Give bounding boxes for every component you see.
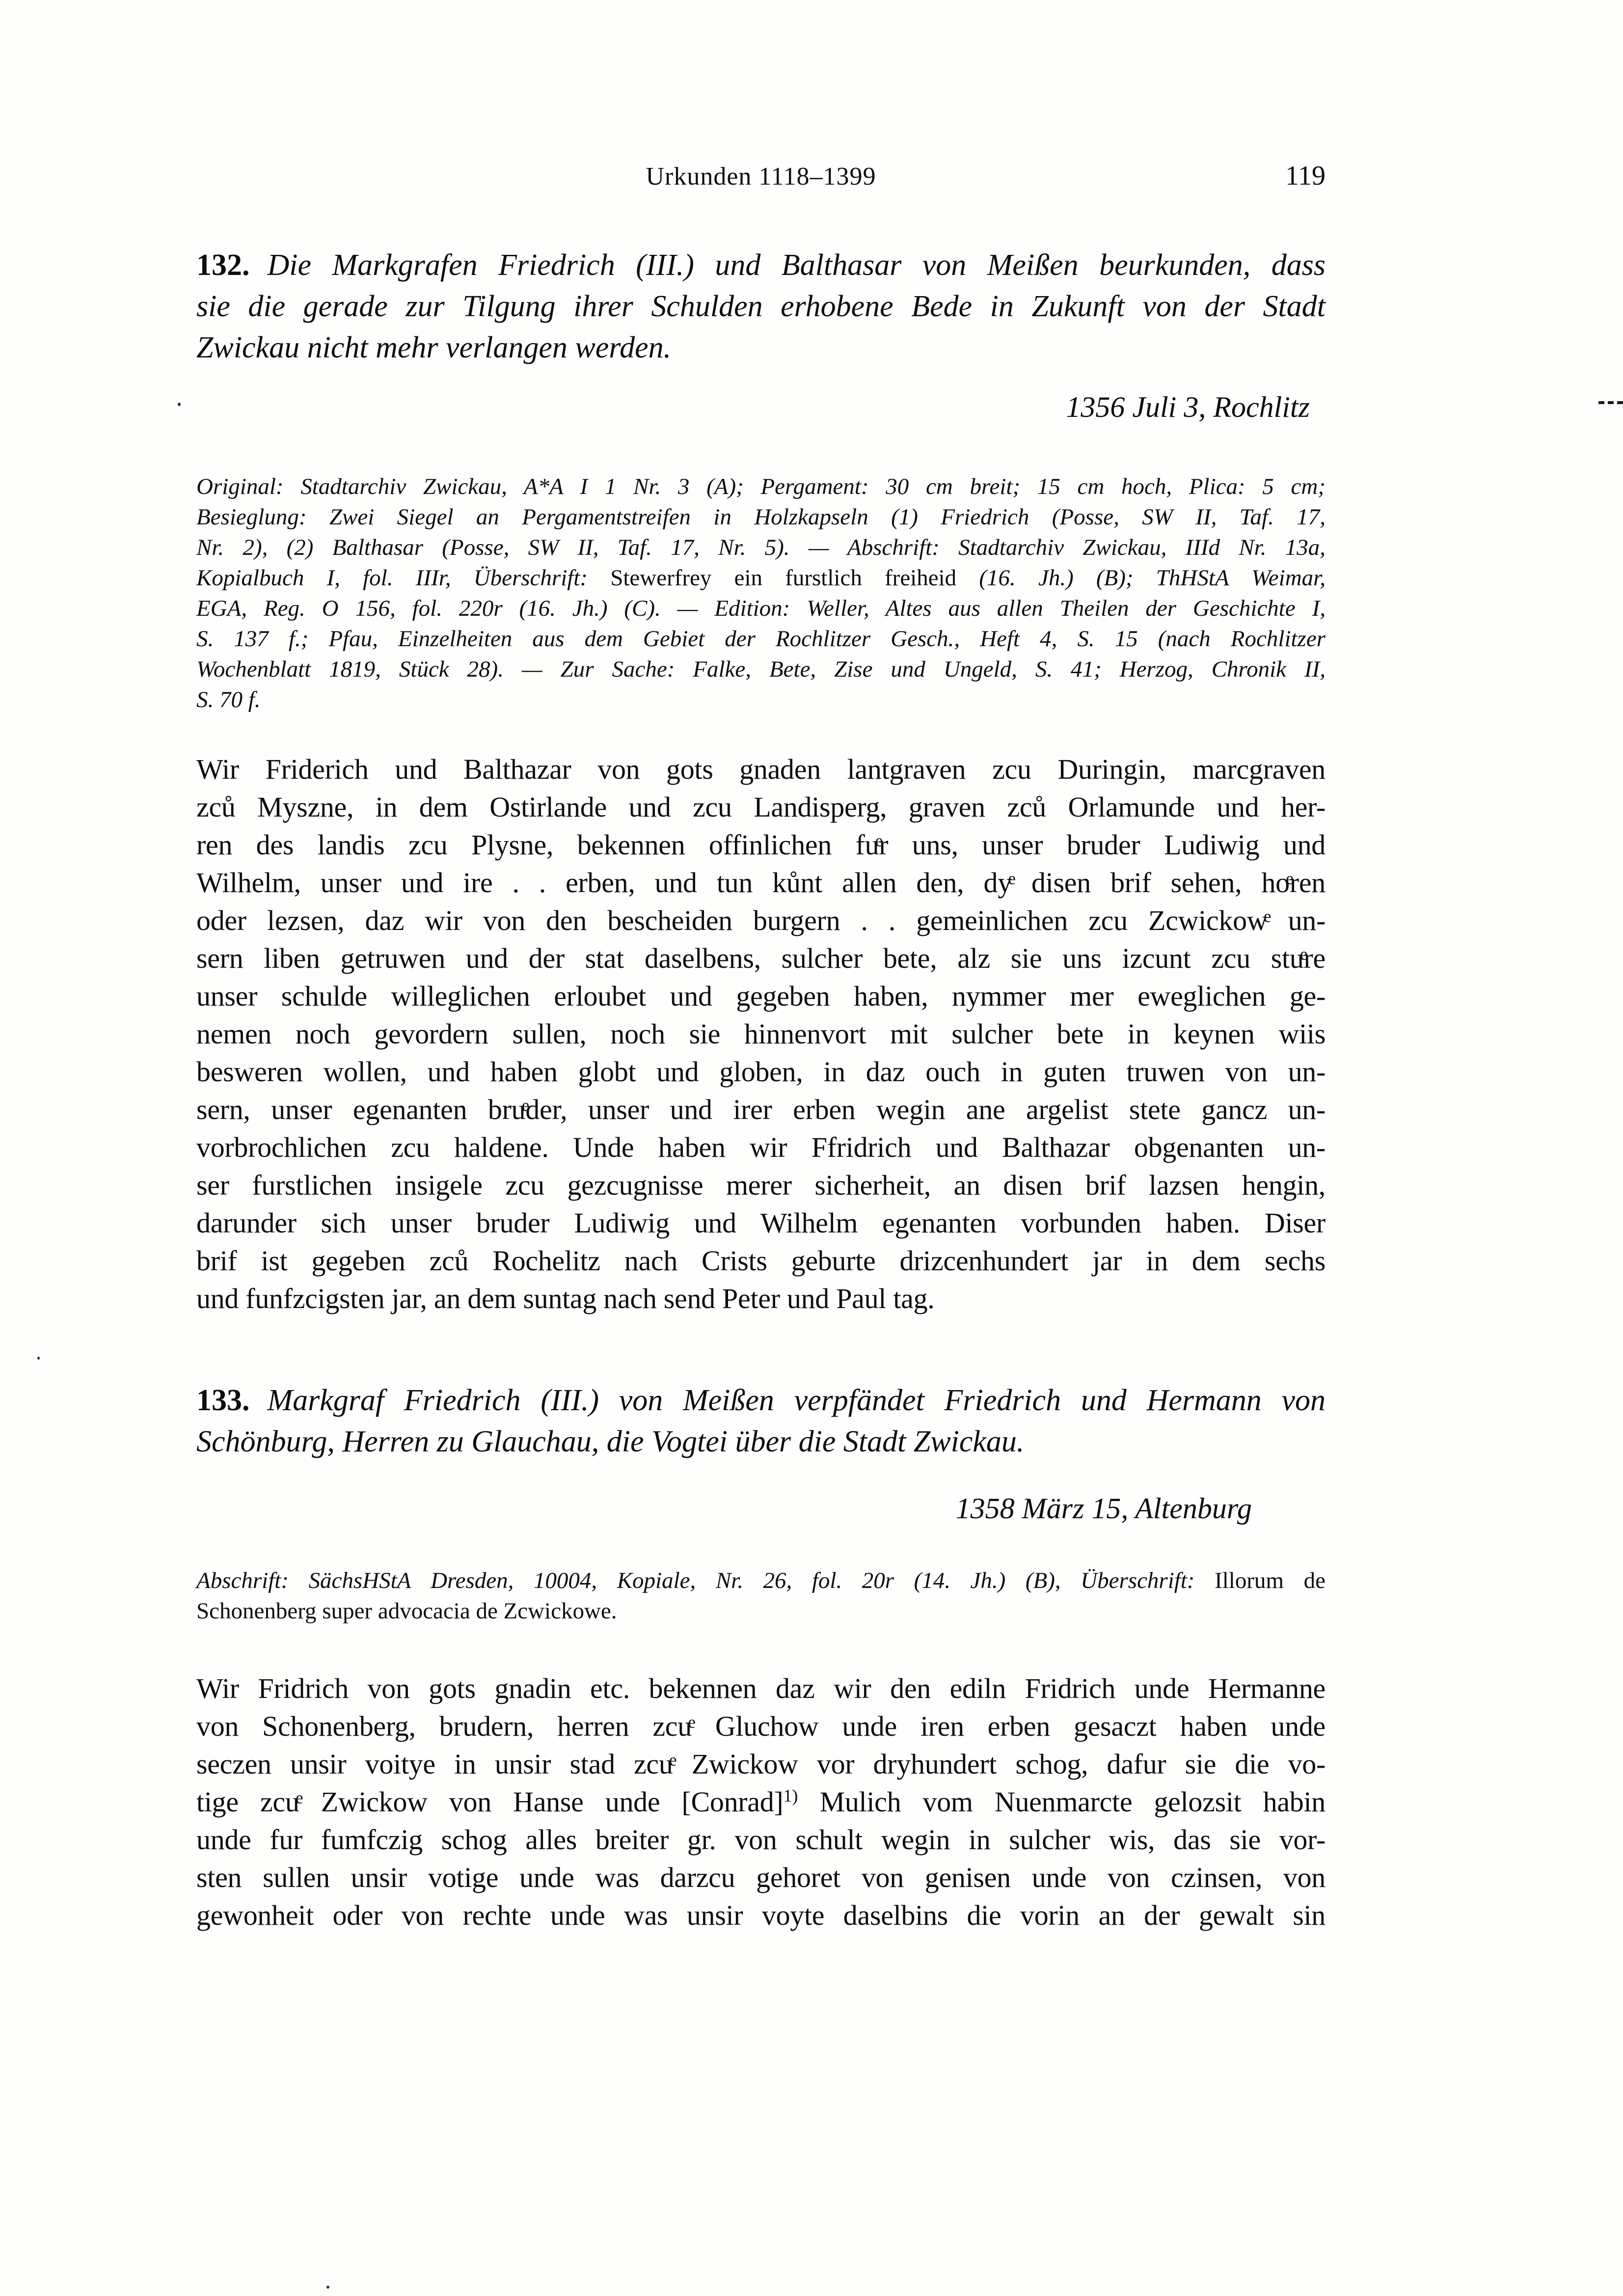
text-line [196, 1669, 1325, 1707]
text-segment: (16. Jh.) (B); ThHStA Weimar, [979, 565, 1325, 591]
text-segment: und funfzcigsten jar, an dem suntag nach send Peter und Paul tag. [196, 1283, 935, 1314]
entry-133-dateline: 1358 März 15, Altenburg [955, 1492, 1252, 1525]
text-segment: Schonenberg super advocacia de Zcwickowe. [196, 1598, 617, 1624]
text-line [196, 1204, 1325, 1242]
text-line [196, 654, 1325, 684]
text-segment: besweren wollen, und haben globt und globen, in daz ouch in guten truwen von un- [196, 1056, 1325, 1088]
text-line [196, 1421, 1325, 1462]
text-segment: vorbrochlichen zcu haldene. Unde haben wir Ffridrich und Balthazar obgenanten un- [196, 1131, 1325, 1163]
text-segment: sern, unser egenanten bruͤder, unser und irer erben wegin ane argelist stete gancz un- [196, 1093, 1325, 1125]
page-number: 119 [1285, 161, 1325, 191]
text-line [196, 1707, 1325, 1745]
text-segment: EGA, Reg. O 156, fol. 220r (16. Jh.) (C). — Edition: Weller, Altes aus allen Theilen der Geschichte I, [196, 596, 1325, 621]
text-line [196, 977, 1325, 1015]
text-segment: Die Markgrafen Friedrich (III.) und Balthasar von Meißen beurkunden, dass [267, 248, 1325, 282]
text-segment: Wilhelm, unser und ire . . erben, und tun kůnt allen den, dyͤ disen brif sehen, hoͤren [196, 867, 1325, 899]
text-line [196, 1166, 1325, 1204]
text-segment: oder lezsen, daz wir von den bescheiden burgern . . gemeinlichen zcu Zcwickowͤ un- [196, 904, 1325, 936]
text-segment: zců Myszne, in dem Ostirlande und zcu Landisperg, graven zců Orlamunde und her- [196, 791, 1325, 823]
text-line [196, 1015, 1325, 1053]
text-line [196, 750, 1325, 788]
text-line [196, 1280, 1325, 1317]
scan-artifact-speck [37, 1357, 40, 1360]
text-segment: Besieglung: Zwei Siegel an Pergamentstreifen in Holzkapseln (1) Friedrich (Posse, SW II, Taf. 17, [196, 504, 1325, 530]
text-segment: S. 137 f.; Pfau, Einzelheiten aus dem Gebiet der Rochlitzer Gesch., Heft 4, S. 15 (nach Rochlitzer [196, 626, 1325, 652]
text-line [196, 471, 1325, 502]
text-line [196, 1128, 1325, 1166]
text-line [196, 593, 1325, 624]
text-line [196, 624, 1325, 654]
text-line [196, 1821, 1325, 1859]
text-segment: Nr. 2), (2) Balthasar (Posse, SW II, Taf. 17, Nr. 5). — Abschrift: Stadtarchiv Zwickau, IIId Nr. 13a, [196, 535, 1325, 560]
entry-132-dateline: 1356 Juli 3, Rochlitz [1066, 391, 1310, 423]
text-line [196, 939, 1325, 977]
text-line [196, 1242, 1325, 1280]
text-segment: sten sullen unsir votige unde was darzcu gehoret von genisen unde von czinsen, von [196, 1861, 1325, 1893]
text-segment: ren des landis zcu Plysne, bekennen offinlichen fuͤr uns, unser bruder Ludiwig und [196, 829, 1325, 861]
text-segment: Original: Stadtarchiv Zwickau, A*A I 1 Nr. 3 (A); Pergament: 30 cm breit; 15 cm hoch, Plica: 5 cm; [196, 474, 1325, 499]
text-segment: sern liben getruwen und der stat daselbens, sulcher bete, alz sie uns izcunt zcu stuͤre [196, 942, 1325, 974]
text-line [196, 1783, 1325, 1821]
text-segment: Markgraf Friedrich (III.) von Meißen verpfändet Friedrich und Hermann von [267, 1384, 1325, 1417]
text-segment: Zwickau nicht mehr verlangen werden. [196, 331, 672, 364]
text-segment: brif ist gegeben zců Rochelitz nach Crists geburte drizcenhundert jar in dem sechs [196, 1245, 1325, 1277]
text-line [196, 502, 1325, 532]
entry-133-body-text [196, 1669, 1325, 1934]
text-segment: Wir Fridrich von gots gnadin etc. bekennen daz wir den ediln Fridrich unde Hermanne [196, 1672, 1325, 1704]
text-segment: seczen unsir voitye in unsir stad zcuͤ Zwickow vor dryhundert schog, dafur sie die vo- [196, 1748, 1325, 1780]
scan-artifact-speck [326, 2286, 329, 2289]
text-segment: Wochenblatt 1819, Stück 28). — Zur Sache: Falke, Bete, Zise und Ungeld, S. 41; Herzog, Chronik II, [196, 656, 1325, 682]
text-segment: tige zcuͤ Zwickow von Hanse unde [Conrad] [196, 1786, 784, 1818]
text-line [196, 245, 1325, 286]
text-segment: Mulich vom Nuenmarcte gelozsit habin [798, 1786, 1326, 1818]
text-line [196, 1091, 1325, 1128]
text-line [196, 563, 1325, 593]
text-segment: unser schulde willeglichen erloubet und gegeben haben, nymmer mer eweglichen ge- [196, 980, 1325, 1012]
scan-artifact-margin-dash [1598, 401, 1623, 404]
text-line [196, 864, 1325, 902]
text-segment: unde fur fumfczig schog alles breiter gr. von schult wegin in sulcher wis, das sie vor- [196, 1824, 1325, 1856]
text-segment: 133. [196, 1384, 250, 1417]
text-segment: Illorum de [1215, 1568, 1325, 1593]
text-line [196, 788, 1325, 826]
text-line [196, 286, 1325, 327]
text-segment: Wir Friderich und Balthazar von gots gnaden lantgraven zcu Duringin, marcgraven [196, 753, 1325, 785]
text-line [196, 1896, 1325, 1934]
text-line [196, 684, 1325, 715]
text-segment: sie die gerade zur Tilgung ihrer Schulden erhobene Bede in Zukunft von der Stadt [196, 290, 1325, 323]
text-line [196, 902, 1325, 939]
entry-132-body-text [196, 750, 1325, 1317]
text-segment: S. 70 f. [196, 687, 261, 712]
text-line [196, 1745, 1325, 1783]
text-segment: 1) [783, 1786, 798, 1806]
text-line [196, 826, 1325, 864]
scan-artifact-speck [178, 403, 181, 406]
text-segment: Kopialbuch I, fol. IIIr, Überschrift: [196, 565, 611, 591]
text-segment: darunder sich unser bruder Ludiwig und Wilhelm egenanten vorbunden haben. Diser [196, 1207, 1325, 1239]
text-segment: Abschrift: SächsHStA Dresden, 10004, Kopiale, Nr. 26, fol. 20r (14. Jh.) (B), Überschrift: [196, 1568, 1215, 1593]
entry-133-summary [196, 1380, 1325, 1462]
entry-132-source-note [196, 471, 1325, 715]
text-line [196, 1053, 1325, 1091]
entry-132-summary [196, 245, 1325, 368]
text-line [196, 1565, 1325, 1596]
text-line [196, 532, 1325, 563]
text-segment: von Schonenberg, brudern, herren zcuͤ Gluchow unde iren erben gesaczt haben unde [196, 1710, 1325, 1742]
text-segment: 132. [196, 248, 250, 282]
text-line [196, 1859, 1325, 1896]
text-line [196, 1596, 1325, 1626]
text-segment: ser furstlichen insigele zcu gezcugnisse merer sicherheit, an disen brif lazsen hengin, [196, 1169, 1325, 1201]
entry-133-source-note [196, 1565, 1325, 1626]
text-segment: Schönburg, Herren zu Glauchau, die Vogtei über die Stadt Zwickau. [196, 1425, 1025, 1458]
running-title: Urkunden 1118–1399 [646, 163, 876, 191]
text-segment: nemen noch gevordern sullen, noch sie hinnenvort mit sulcher bete in keynen wiis [196, 1018, 1325, 1050]
text-segment: Stewerfrey ein furstlich freiheid [610, 565, 979, 591]
text-line [196, 1380, 1325, 1421]
text-line [196, 327, 1325, 368]
text-segment: gewonheit oder von rechte unde was unsir voyte daselbins die vorin an der gewalt sin [196, 1899, 1325, 1931]
